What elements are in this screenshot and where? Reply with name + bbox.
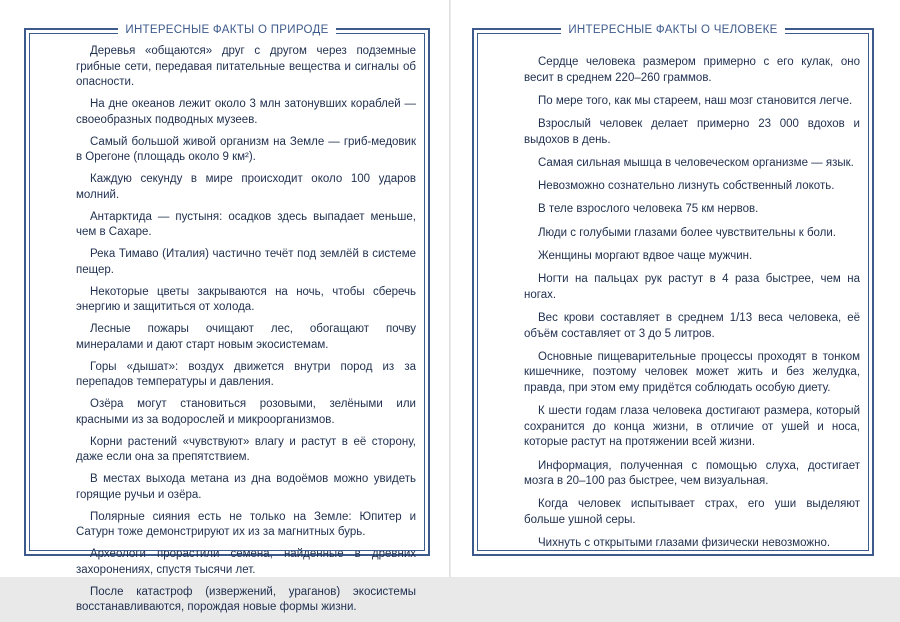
page-title-wrap — [474, 21, 872, 38]
page-gutter — [449, 0, 451, 577]
fact-item: В теле взрослого человека 75 км нервов. — [538, 203, 759, 216]
fact-item: Лесные пожары очищают лес, обогащают почву минералами и дают старт новым экосистемам. — [76, 323, 416, 351]
fact-item: Озёра могут становиться розовыми, зелёными или красными из за водорослей и микроорганизмов. — [76, 398, 416, 426]
fact-item: Корни растений «чувствуют» влагу и растут в её сторону, даже если она за препятствием. — [76, 435, 416, 463]
page-title: ИНТЕРЕСНЫЕ ФАКТЫ О ПРИРОДЕ — [118, 24, 335, 36]
fact-item: К шести годам глаза человека достигают размера, который сохранится до конца жизни, в отличие от ушей и носа, которые растут на протяжении всей жизни. — [524, 405, 860, 449]
page-title-wrap — [26, 21, 428, 38]
fact-item: Горы «дышат»: воздух движется внутри пород из за перепадов температуры и давления. — [76, 360, 416, 388]
fact-item: На дне океанов лежит около 3 млн затонувших кораблей — своеобразных подводных музеев. — [76, 98, 416, 126]
fact-item: Самая сильная мышца в человеческом организме — язык. — [538, 156, 854, 169]
fact-item: После катастроф (извержений, ураганов) экосистемы восстанавливаются, порождая новые формы жизни. — [76, 585, 416, 613]
fact-item: Взрослый человек делает примерно 23 000 вдохов и выдохов в день. — [524, 118, 860, 146]
fact-item: Люди с голубыми глазами более чувствительны к боли. — [538, 226, 837, 239]
fact-item: Невозможно сознательно лизнуть собственный локоть. — [538, 180, 835, 193]
fact-item: Река Тимаво (Италия) частично течёт под землёй в системе пещер. — [76, 248, 416, 276]
fact-item: Антарктида — пустыня: осадков здесь выпадает меньше, чем в Сахаре. — [76, 210, 416, 238]
human-facts-page — [472, 24, 874, 556]
fact-item: Деревья «общаются» друг с другом через подземные грибные сети, передавая питательные вещества и сигналы об опасности. — [76, 45, 416, 88]
fact-list — [36, 44, 416, 622]
fact-item: Основные пищеварительные процессы проходят в тонком кишечнике, поэтому человек может жить и без желудка, правда, при этом ему придётся соблюдать особую диету. — [524, 350, 860, 394]
fact-item: Некоторые цветы закрываются на ночь, чтобы сберечь энергию и защититься от холода. — [76, 285, 416, 313]
page-title: ИНТЕРЕСНЫЕ ФАКТЫ О ЧЕЛОВЕКЕ — [561, 24, 784, 36]
fact-item: Археологи прорастили семена, найденные в древних захоронениях, спустя тысячи лет. — [76, 548, 416, 576]
fact-item: Самый большой живой организм на Земле — гриб-медовик в Орегоне (площадь около 9 км²). — [76, 135, 416, 163]
fact-item: Информация, полученная с помощью слуха, достигает мозга в 20–100 раз быстрее, чем визуальная. — [524, 459, 860, 488]
fact-item: В местах выхода метана из дна водоёмов можно увидеть горящие ручьи и озёра. — [76, 473, 416, 501]
fact-item: Полярные сияния есть не только на Земле: Юпитер и Сатурн тоже демонстрируют их из за магнитных бурь. — [76, 510, 416, 538]
fact-list — [484, 55, 860, 559]
fact-item: Сердце человека размером примерно с его кулак, оно весит в среднем 220–260 граммов. — [524, 56, 860, 84]
nature-facts-page — [24, 24, 430, 613]
fact-item: Каждую секунду в мире происходит около 100 ударов молний. — [76, 173, 416, 201]
fact-item: Чихнуть с открытыми глазами физически невозможно. — [538, 537, 831, 550]
fact-item: Ногти на пальцах рук растут в 4 раза быстрее, чем на ногах. — [524, 273, 860, 301]
fact-item: Женщины моргают вдвое чаще мужчин. — [538, 250, 753, 263]
fact-item: По мере того, как мы стареем, наш мозг становится легче. — [538, 94, 853, 107]
fact-item: Когда человек испытывает страх, его уши выделяют больше ушной серы. — [524, 498, 860, 526]
fact-item: Вес крови составляет в среднем 1/13 веса человека, её объём составляет от 3 до 5 литров. — [524, 312, 860, 340]
